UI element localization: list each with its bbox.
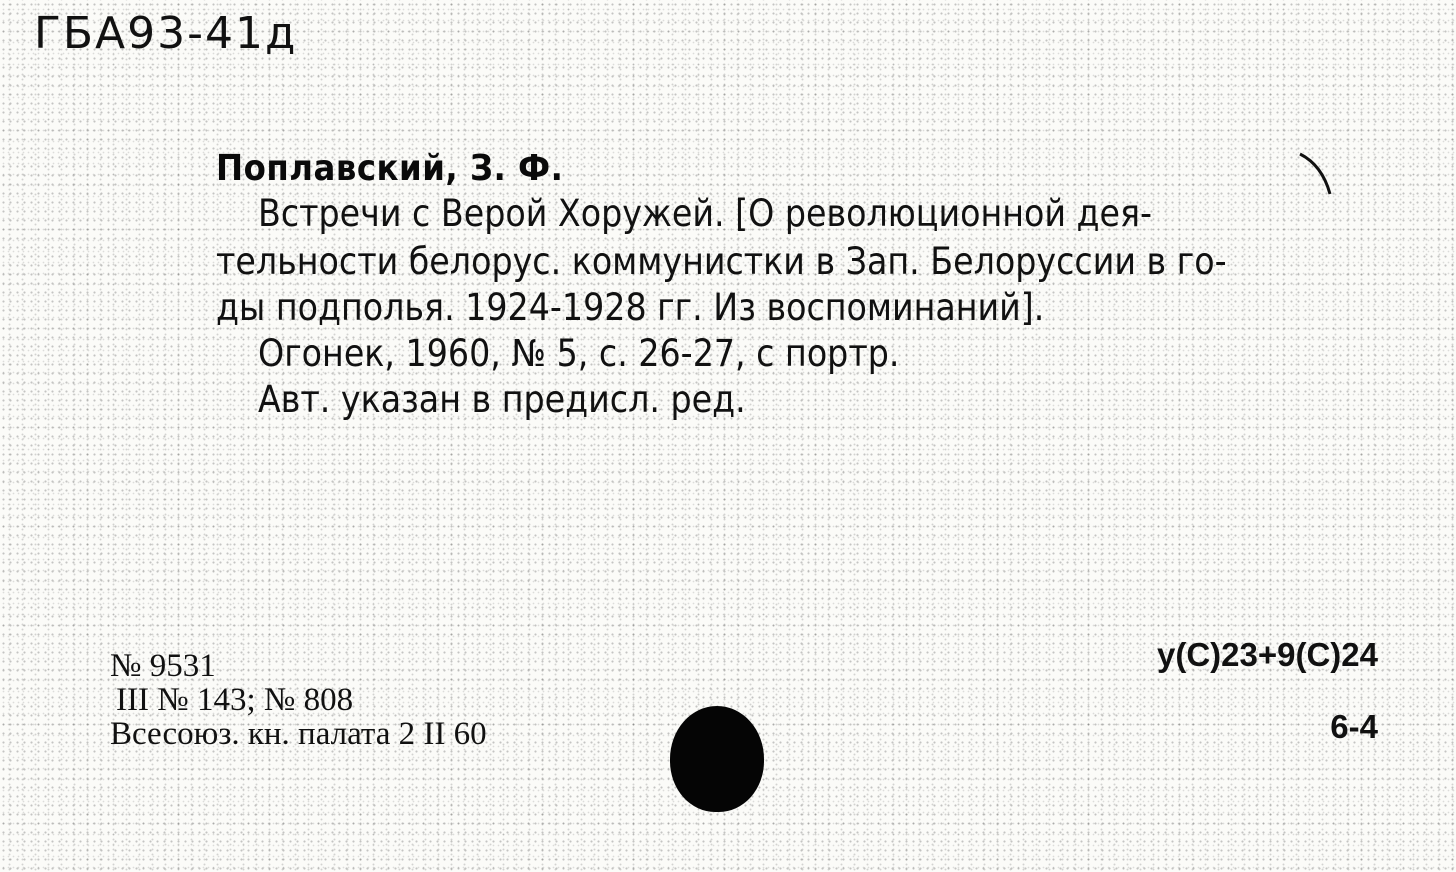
- call-number: ГБА93-41д: [34, 8, 298, 59]
- classification-index: у(С)23+9(С)24: [1156, 636, 1378, 673]
- description-line-3: ды подполья. 1924-1928 гг. Из воспоминаний].: [216, 286, 1045, 329]
- registry-numbers: III № 143; № 808: [116, 682, 354, 718]
- source-line: Огонек, 1960, № 5, с. 26-27, с портр.: [258, 332, 900, 375]
- classification-code: 6-4: [1330, 708, 1378, 745]
- author-heading: Поплавский, З. Ф.: [216, 148, 564, 189]
- punch-hole: [670, 706, 764, 812]
- pen-mark-icon: [1298, 150, 1336, 196]
- note-line: Авт. указан в предисл. ред.: [258, 378, 746, 421]
- description-line-1: Встречи с Верой Хоружей. [О революционной дея-: [258, 192, 1153, 235]
- record-number: № 9531: [110, 648, 216, 684]
- publisher-stamp: Всесоюз. кн. палата 2 II 60: [110, 716, 487, 752]
- description-line-2: тельности белорус. коммунистки в Зап. Белоруссии в го-: [216, 240, 1227, 283]
